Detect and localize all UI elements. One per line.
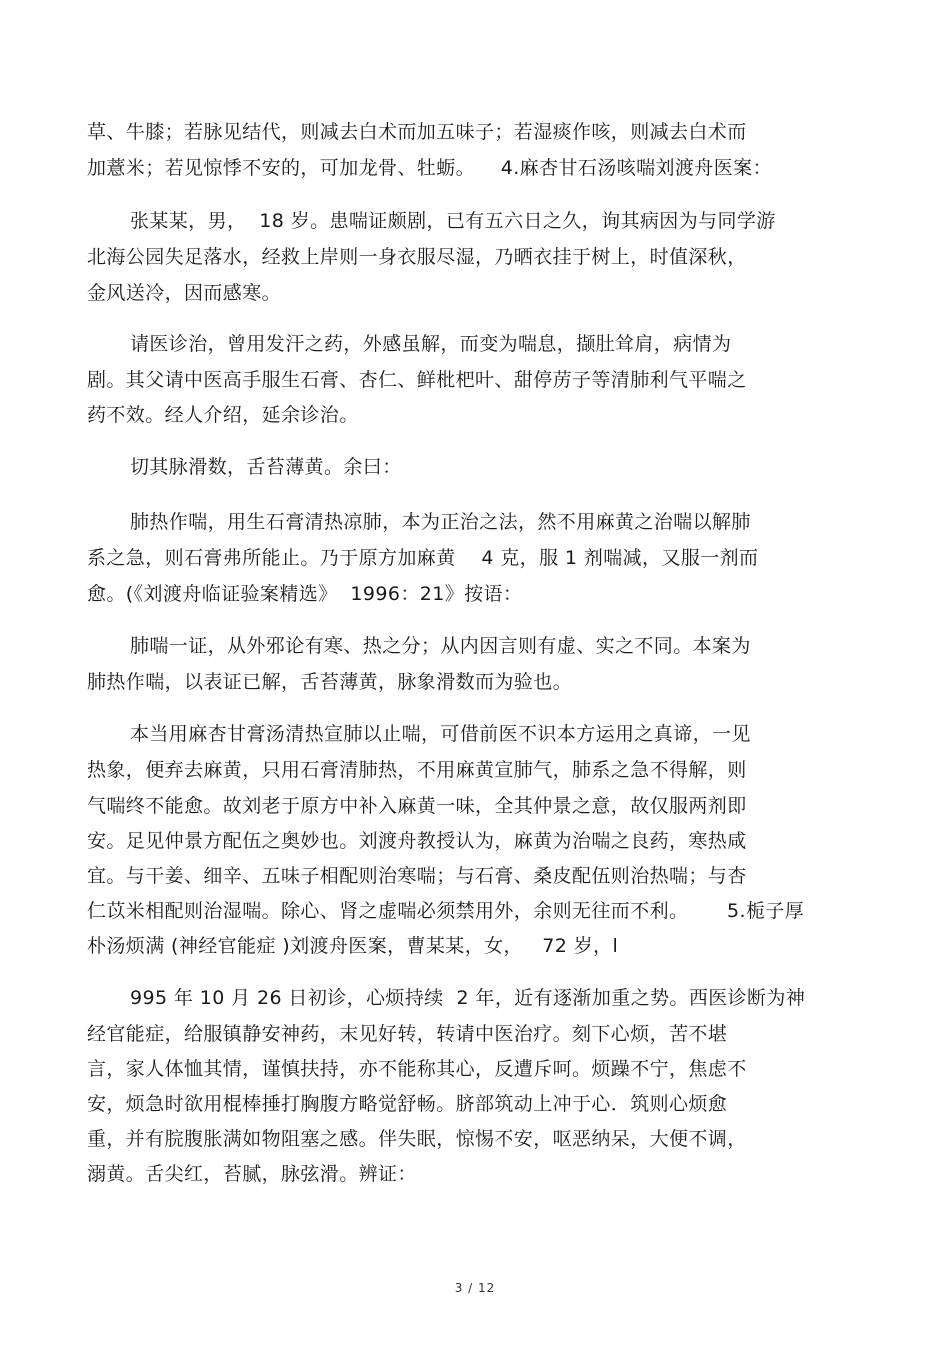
text-line: 系之急，则石膏弗所能止。乃于原方加麻黄 4 克，服 1 剂喘减，又服一剂而	[87, 547, 759, 569]
text-line: 肺热作喘，用生石膏清热凉肺，本为正治之法，然不用麻黄之治喘以解肺	[130, 511, 751, 533]
text-line: 草、牛膝；若脉见结代，则减去白术而加五味子；若湿痰作咳，则减去白术而	[87, 121, 747, 143]
text-line: 愈。(《刘渡舟临证验案精选》 1996：21》按语：	[87, 583, 523, 605]
text-line: 热象，便弃去麻黄，只用石膏清肺热，不用麻黄宣肺气，肺系之急不得解，则	[87, 759, 747, 781]
text-line: 仁苡米相配则治湿喘。除心、肾之虚喘必须禁用外，余则无往而不利。 5.栀子厚	[87, 900, 805, 922]
text-line: 言，家人体恤其情，谨慎扶持，亦不能称其心，反遭斥呵。烦躁不宁，焦虑不	[87, 1058, 747, 1080]
text-line: 安，烦急时欲用棍棒捶打胸腹方略觉舒畅。脐部筑动上冲于心．筑则心烦愈	[87, 1093, 728, 1115]
text-line: 经官能症，给服镇静安神药，末见好转，转请中医治疗。刻下心烦，苦不堪	[87, 1023, 728, 1045]
text-line: 朴汤烦满 (神经官能症 )刘渡舟医案，曹某某，女， 72 岁，l	[87, 935, 619, 957]
text-line: 剧。其父请中医高手服生石膏、杏仁、鲜枇杷叶、甜停苈子等清肺利气平喘之	[87, 369, 747, 391]
text-line: 安。足见仲景方配伍之奥妙也。刘渡舟教授认为，麻黄为治喘之良药，寒热咸	[87, 830, 747, 852]
text-line: 药不效。经人介绍，延余诊治。	[87, 404, 359, 426]
text-line: 肺热作喘，以表证已解，舌苔薄黄，脉象滑数而为验也。	[87, 671, 573, 693]
text-line: 切其脉滑数，舌苔薄黄。余曰：	[130, 456, 402, 478]
text-line: 重，并有脘腹胀满如物阻塞之感。伴失眠，惊惕不安，呕恶纳呆，大便不调，	[87, 1128, 747, 1150]
text-line: 宜。与干姜、细辛、五味子相配则治寒喘；与石膏、桑皮配伍则治热喘；与杏	[87, 865, 747, 887]
text-line: 请医诊治，曾用发汗之药，外感虽解，而变为喘息，撷肚耸肩，病情为	[130, 333, 732, 355]
text-line: 肺喘一证，从外邪论有寒、热之分；从内因言则有虚、实之不同。本案为	[130, 635, 751, 657]
text-line: 溺黄。舌尖红，苔腻，脉弦滑。辨证：	[87, 1163, 417, 1185]
text-line: 本当用麻杏甘膏汤清热宣肺以止喘，可借前医不识本方运用之真谛，一见	[130, 723, 751, 745]
text-line: 气喘终不能愈。故刘老于原方中补入麻黄一味，全其仲景之意，故仅服两剂即	[87, 795, 747, 817]
text-line: 张某某，男， 18 岁。患喘证颇剧，已有五六日之久，询其病因为与同学游	[130, 210, 776, 232]
page-number: 3 / 12	[454, 1281, 496, 1295]
text-line: 金风送冷，因而感寒。	[87, 282, 282, 304]
text-line: 995 年 10 月 26 日初诊，心烦持续 2 年，近有逐渐加重之势。西医诊断为神	[130, 987, 806, 1009]
text-line: 北海公园失足落水，经救上岸则一身衣服尽湿，乃晒衣挂于树上，时值深秋，	[87, 246, 747, 268]
text-line: 加薏米；若见惊悸不安的，可加龙骨、牡蛎。 4.麻杏甘石汤咳喘刘渡舟医案：	[87, 157, 772, 179]
